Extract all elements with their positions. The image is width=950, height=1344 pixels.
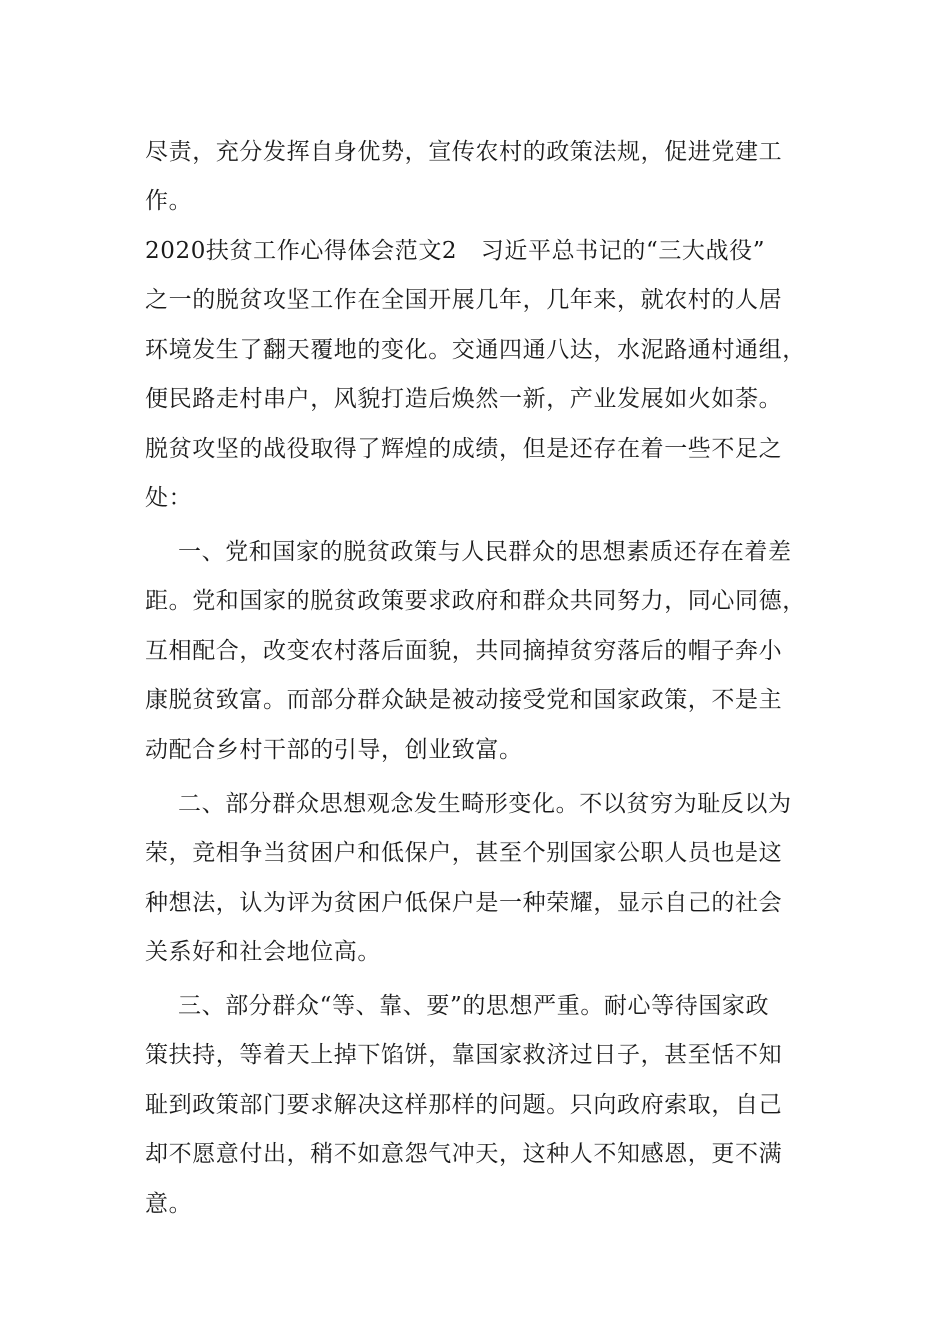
text-line: 却不愿意付出，稍不如意怨气冲天，这种人不知感恩，更不满 bbox=[145, 1141, 783, 1167]
text-line: 意。 bbox=[145, 1191, 193, 1217]
section-heading-line: 2020扶贫工作心得体会范文2 习近平总书记的“三大战役” bbox=[145, 238, 766, 264]
text-line: 之一的脱贫攻坚工作在全国开展几年，几年来，就农村的人居 bbox=[145, 287, 783, 313]
paragraph-first-line: 二、部分群众思想观念发生畸形变化。不以贫穷为耻反以为 bbox=[178, 791, 792, 817]
text-line: 环境发生了翻天覆地的变化。交通四通八达，水泥路通村通组， bbox=[145, 337, 806, 363]
text-line: 关系好和社会地位高。 bbox=[145, 939, 381, 965]
text-line: 策扶持，等着天上掉下馅饼，靠国家救济过日子，甚至恬不知 bbox=[145, 1042, 783, 1068]
text-line: 尽责，充分发挥自身优势，宣传农村的政策法规，促进党建工 bbox=[145, 139, 783, 165]
text-line: 荣，竞相争当贫困户和低保户，甚至个别国家公职人员也是这 bbox=[145, 840, 783, 866]
text-line: 距。党和国家的脱贫政策要求政府和群众共同努力，同心同德， bbox=[145, 588, 806, 614]
text-line: 康脱贫致富。而部分群众缺是被动接受党和国家政策，不是主 bbox=[145, 687, 783, 713]
text-line: 互相配合，改变农村落后面貌，共同摘掉贫穷落后的帽子奔小 bbox=[145, 638, 783, 664]
paragraph-first-line: 一、党和国家的脱贫政策与人民群众的思想素质还存在着差 bbox=[178, 539, 792, 565]
paragraph-first-line: 三、部分群众“等、靠、要”的思想严重。耐心等待国家政 bbox=[178, 993, 770, 1019]
text-line: 种想法，认为评为贫困户低保户是一种荣耀，显示自己的社会 bbox=[145, 890, 783, 916]
text-line: 便民路走村串户，风貌打造后焕然一新，产业发展如火如荼。 bbox=[145, 386, 783, 412]
text-line: 动配合乡村干部的引导，创业致富。 bbox=[145, 737, 523, 763]
text-line: 作。 bbox=[145, 188, 193, 214]
text-line: 脱贫攻坚的战役取得了辉煌的成绩，但是还存在着一些不足之 bbox=[145, 436, 783, 462]
text-line: 处： bbox=[145, 485, 193, 511]
text-line: 耻到政策部门要求解决这样那样的问题。只向政府索取，自己 bbox=[145, 1092, 783, 1118]
